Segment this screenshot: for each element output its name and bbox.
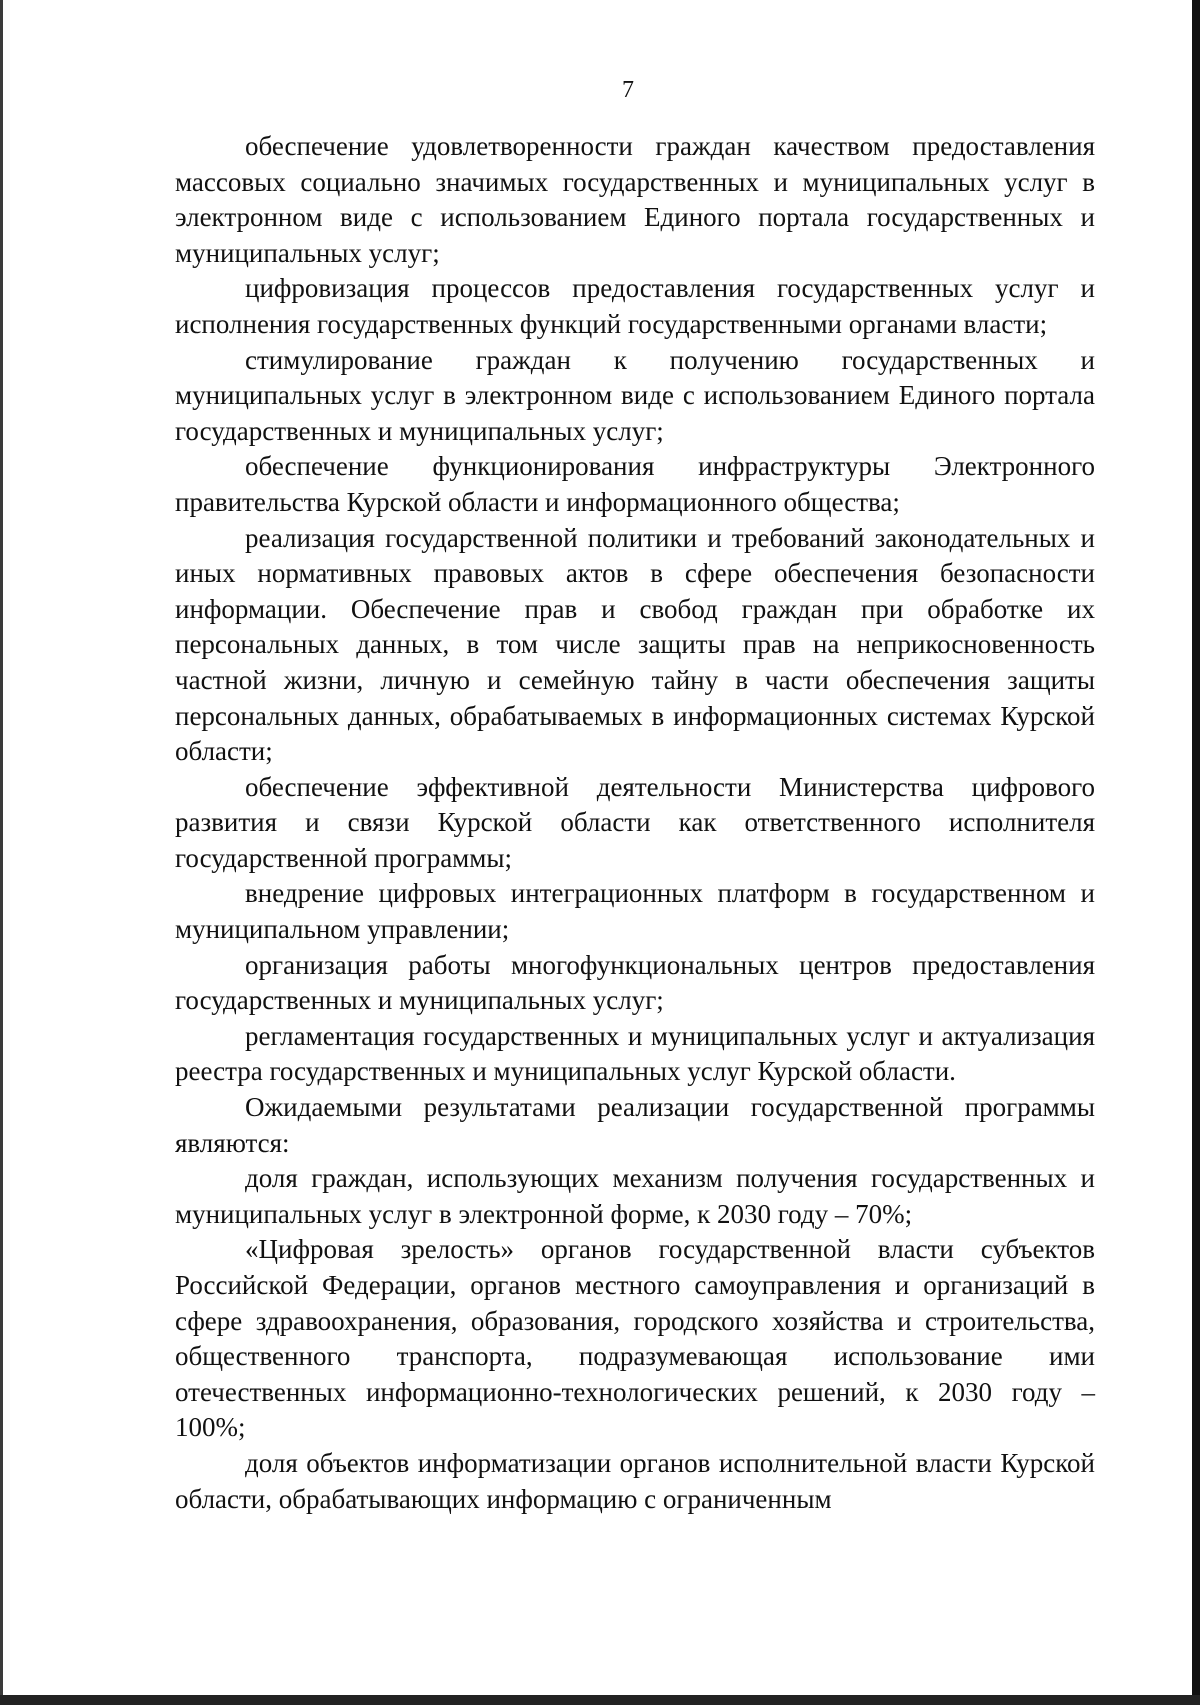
paragraph: обеспечение функционирования инфраструктуры Электронного правительства Курской области и информационного общества; [175, 451, 1095, 517]
paragraph: обеспечение эффективной деятельности Министерства цифрового развития и связи Курской области как ответственного исполнителя государственной программы; [175, 771, 1095, 873]
paragraph: цифровизация процессов предоставления государственных услуг и исполнения государственных функций государственными органами власти; [175, 273, 1095, 339]
paragraph: Ожидаемыми результатами реализации государственной программы являются: [175, 1092, 1095, 1158]
paragraph: обеспечение удовлетворенности граждан качеством предоставления массовых социально значимых государственных и муниципальных услуг в электронном виде с использованием Единого портала государственных и муниципальных услуг; [175, 131, 1095, 268]
document-body [175, 129, 1095, 1517]
scan-right-edge [1192, 0, 1200, 1705]
scan-bottom-edge [0, 1695, 1200, 1705]
page-number: 7 [622, 77, 634, 103]
paragraph: организация работы многофункциональных центров предоставления государственных и муниципальных услуг; [175, 949, 1095, 1016]
paragraph: внедрение цифровых интеграционных платформ в государственном и муниципальном управлении; [175, 878, 1095, 945]
paragraph: доля объектов информатизации органов исполнительной власти Курской области, обрабатывающих информацию с ограниченным [175, 1447, 1095, 1514]
paragraph: стимулирование граждан к получению государственных и муниципальных услуг в электронном виде с использованием Единого портала государственных и муниципальных услуг; [175, 344, 1095, 446]
paragraph: «Цифровая зрелость» органов государственной власти субъектов Российской Федерации, органов местного самоуправления и организаций в сфере здравоохранения, образования, городского хозяйства и строительства, общественного транспорта, подразумевающая использование ими отечественных информационно-технологических решений, к 2030 году – 100%; [175, 1234, 1095, 1443]
paragraph: регламентация государственных и муниципальных услуг и актуализация реестра государственных и муниципальных услуг Курской области. [175, 1020, 1095, 1087]
paragraph: реализация государственной политики и требований законодательных и иных нормативных правовых актов в сфере обеспечения безопасности информации. Обеспечение прав и свобод граждан при обработке их персональных данных, в том числе защиты прав на неприкосновенность частной жизни, личную и семейную тайну в части обеспечения защиты персональных данных, обрабатываемых в информационных системах Курской области; [175, 522, 1095, 767]
scan-left-edge [0, 0, 3, 1705]
paragraph: доля граждан, использующих механизм получения государственных и муниципальных услуг в электронной форме, к 2030 году – 70%; [175, 1163, 1095, 1229]
